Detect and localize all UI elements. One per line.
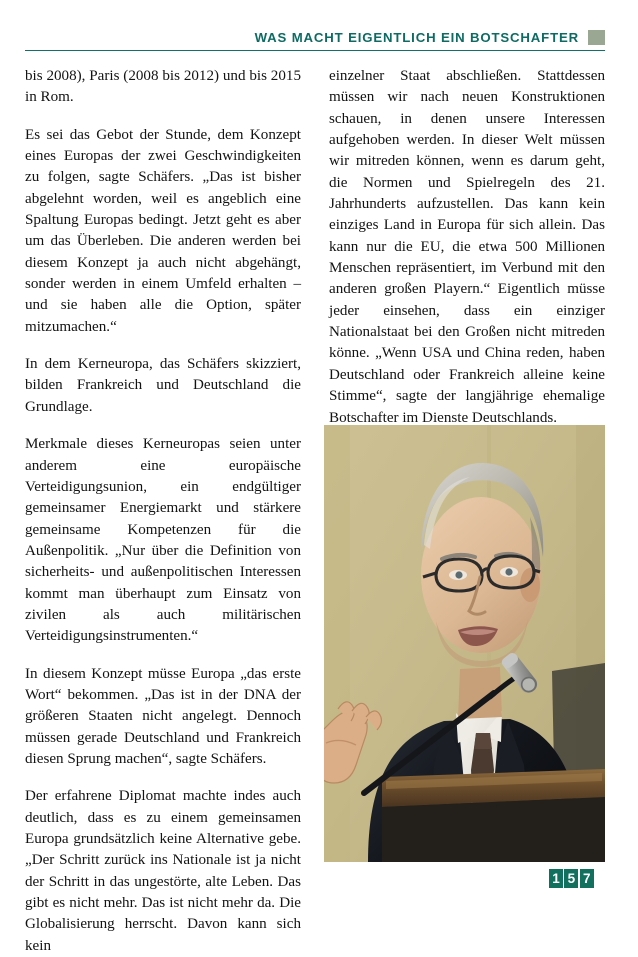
paragraph: bis 2008), Paris (2008 bis 2012) und bis 2015 in Rom.	[25, 68, 301, 106]
page-number-digit: 5	[564, 869, 578, 888]
paragraph: In diesem Konzept müsse Europa „das erste Wort“ bekommen. „Das ist in der DNA der größeren Staaten nicht angelegt. Dennoch müssen gerade Deutschland und Frankreich diesen Sprung machen“, sagte Schäfers.	[25, 665, 301, 767]
speaker-photo-illustration	[324, 425, 605, 862]
page-number-digit: 7	[580, 869, 594, 888]
paragraph: Merkmale dieses Kerneuropas seien unter anderem eine europäische Verteidigungsunion, ein endgültiger gemeinsamer Energiemarkt und stärkere gemeinsame Kompetenzen für die Außenpolitik. „Nur über die Definition von sicherheits- und außenpolitischen Interessen kommt man überhaupt zum Einsatz von zivilen als auch militärischen Verteidigungsinstrumenten.“	[25, 436, 301, 645]
header-decoration-square	[588, 30, 605, 45]
paragraph: einzelner Staat abschließen. Stattdessen müssen wir nach neuen Konstruktionen schauen, in denen unsere Interessen aufgehoben werden. In dieser Welt müssen wir mitreden können, wenn es darum geht, die Normen und Spielregeln des 21. Jahrhunderts aufzustellen. Das kann kein einziges Land in Europa für sich allein. Das kann nur die EU, die etwa 500 Millionen Menschen repräsentiert, im Verbund mit den anderen großen Playern.“ Eigentlich müsse jeder einsehen, dass ein einziger Nationalstaat bei den Großen nicht mitreden könne. „Wenn USA und China reden, haben Deutschland oder Frankreich alleine keine Stimme“, sagte der langjährige ehemalige Botschafter im Dienste Deutschlands.	[329, 68, 605, 426]
paragraph: Der erfahrene Diplomat machte indes auch deutlich, dass es zu einem gemeinsamen Europa grundsätzlich keine Alternative gebe. „Der Schritt zurück ins Nationale ist ja nicht der Schritt in das ungestörte, alte Leben. Das gibt es nicht mehr. Das ist nicht mehr da. Die Globalisierung herrscht. Davon kann sich kein	[25, 788, 301, 954]
text-column-left	[25, 66, 301, 957]
paragraph: In dem Kerneuropa, das Schäfers skizziert, bilden Frankreich und Deutschland die Grundlage.	[25, 356, 301, 415]
page-number	[549, 869, 594, 888]
running-header	[25, 26, 605, 48]
paragraph: Es sei das Gebot der Stunde, dem Konzept eines Europas der zwei Geschwindigkeiten zu folgen, sagte Schäfers. „Das ist bisher abgelehnt worden, weil es angeblich eine Spaltung Europas bedingt. Jetzt geht es aber um das Überleben. Die anderen werden bei diesem Konzept ja auch nicht abgehängt, sonder werden in einem Umfeld erhalten – und sie haben alle die Option, später mitzumachen.“	[25, 126, 301, 335]
header-rule	[25, 50, 605, 51]
text-column-right	[329, 66, 605, 429]
page-number-digit: 1	[549, 869, 563, 888]
running-header-title: WAS MACHT EIGENTLICH EIN BOTSCHAFTER	[254, 29, 579, 45]
speaker-at-lectern-photo	[324, 425, 605, 862]
